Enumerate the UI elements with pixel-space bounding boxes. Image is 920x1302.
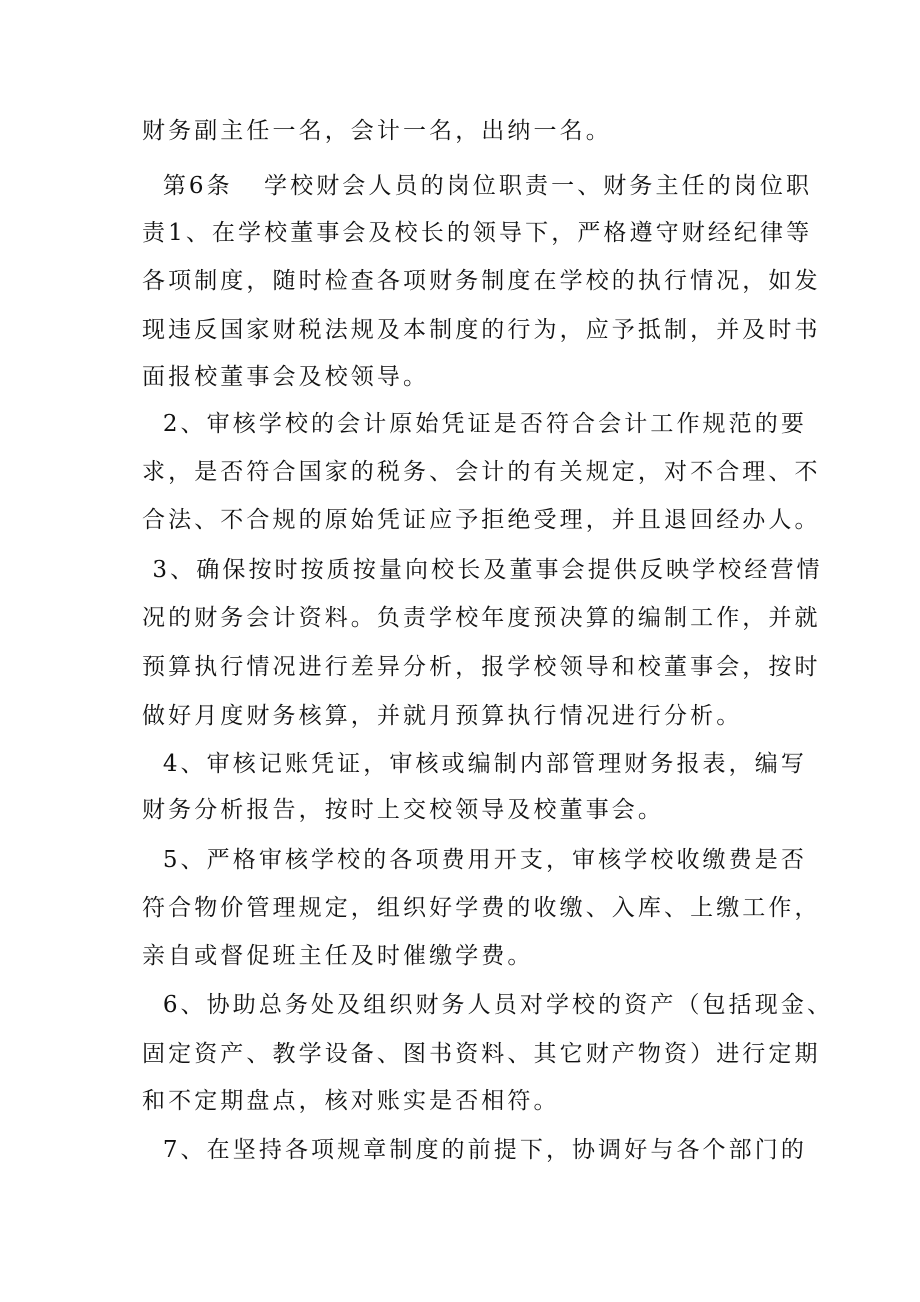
text-line: 财务分析报告，按时上交校领导及校董事会。 xyxy=(142,797,664,823)
text-line: 亲自或督促班主任及时催缴学费。 xyxy=(142,943,534,969)
text-line: 第6条 学校财会人员的岗位职责一、财务主任的岗位职 xyxy=(142,173,813,199)
text-line: 各项制度，随时检查各项财务制度在学校的执行情况，如发 xyxy=(142,268,821,294)
text-line: 预算执行情况进行差异分析，报学校领导和校董事会，按时 xyxy=(142,654,821,680)
text-line: 6、协助总务处及组织财务人员对学校的资产（包括现金、 xyxy=(142,992,834,1018)
text-line: 2、审核学校的会计原始凭证是否符合会计工作规范的要 xyxy=(142,411,807,437)
text-line: 和不定期盘点，核对账实是否相符。 xyxy=(142,1088,560,1114)
text-line: 面报校董事会及校领导。 xyxy=(142,364,430,390)
text-line: 做好月度财务核算，并就月预算执行情况进行分析。 xyxy=(142,703,743,729)
text-line: 固定资产、教学设备、图书资料、其它财产物资）进行定期 xyxy=(142,1041,821,1067)
text-line: 责1、在学校董事会及校长的领导下，严格遵守财经纪律等 xyxy=(142,220,813,246)
text-line: 财务副主任一名，会计一名，出纳一名。 xyxy=(142,118,612,144)
text-line: 符合物价管理规定，组织好学费的收缴、入库、上缴工作， xyxy=(142,895,821,921)
text-line: 求，是否符合国家的税务、会计的有关规定，对不合理、不 xyxy=(142,459,821,485)
text-line: 况的财务会计资料。负责学校年度预决算的编制工作，并就 xyxy=(142,605,821,631)
text-line: 5、严格审核学校的各项费用开支，审核学校收缴费是否 xyxy=(142,847,807,873)
text-line: 4、审核记账凭证，审核或编制内部管理财务报表，编写 xyxy=(142,751,807,777)
text-line: 现违反国家财税法规及本制度的行为，应予抵制，并及时书 xyxy=(142,317,821,343)
text-line: 3、确保按时按质按量向校长及董事会提供反映学校经营情 xyxy=(142,557,823,583)
text-line: 7、在坚持各项规章制度的前提下，协调好与各个部门的 xyxy=(142,1137,807,1163)
text-line: 合法、不合规的原始凭证应予拒绝受理，并且退回经办人。 xyxy=(142,507,821,533)
